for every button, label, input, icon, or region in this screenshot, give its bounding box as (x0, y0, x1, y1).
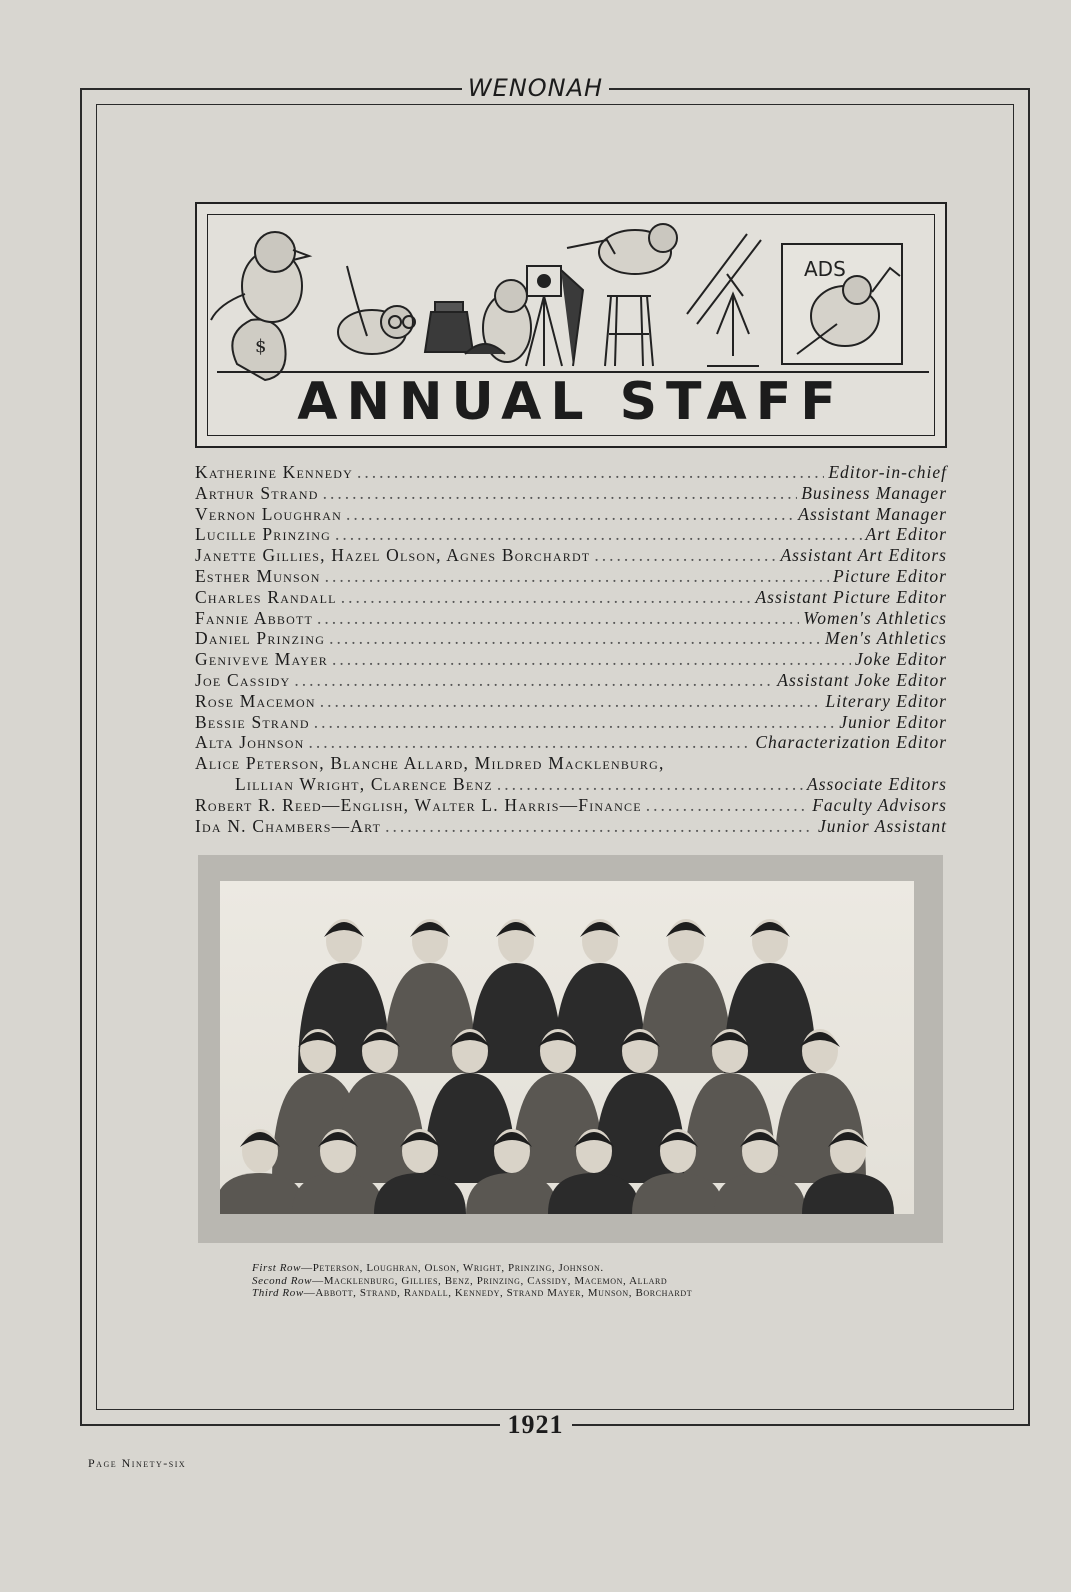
staff-role: Associate Editors (807, 773, 947, 794)
staff-name: Vernon Loughran (195, 503, 343, 524)
staff-row (195, 628, 947, 649)
staff-row (195, 795, 947, 816)
footer-year (0, 1410, 1071, 1440)
svg-text:$: $ (255, 336, 267, 357)
staff-role: Joke Editor (854, 649, 947, 670)
photo-caption (252, 1262, 912, 1300)
caption-dash: — (303, 1287, 316, 1299)
staff-role: Assistant Picture Editor (755, 586, 947, 607)
leader-dots (341, 587, 752, 608)
leader-dots (314, 712, 835, 733)
staff-row (195, 732, 947, 753)
staff-row (195, 753, 947, 774)
staff-row (195, 691, 947, 712)
staff-role: Editor-in-chief (828, 462, 947, 482)
group-photo-mount (198, 855, 943, 1243)
leader-dots (335, 524, 862, 545)
staff-row (195, 524, 947, 545)
staff-name: Lucille Prinzing (195, 524, 331, 545)
staff-name: Fannie Abbott (195, 607, 314, 628)
staff-row (195, 649, 947, 670)
caption-names: Peterson, Loughran, Olson, Wright, Prinzing, Johnson. (312, 1262, 604, 1274)
leader-dots (646, 795, 808, 816)
staff-role: Men's Athletics (825, 628, 947, 649)
caption-row-label: Third Row (252, 1287, 304, 1299)
leader-dots (294, 670, 773, 691)
staff-name: Alice Peterson, Blanche Allard, Mildred Macklenburg, (195, 753, 665, 774)
staff-name: Janette Gillies, Hazel Olson, Agnes Borchardt (195, 545, 591, 566)
leader-dots (497, 774, 803, 795)
staff-row (195, 462, 947, 483)
caption-line (252, 1262, 912, 1275)
leader-dots (594, 545, 776, 566)
ads-sign-text: ADS (804, 257, 846, 281)
running-head (0, 74, 1071, 102)
staff-row (195, 774, 947, 795)
staff-row (195, 504, 947, 525)
staff-name: Joe Cassidy (195, 669, 291, 690)
caption-row-label: First Row (252, 1262, 302, 1274)
leader-dots (309, 732, 752, 753)
staff-role: Assistant Manager (798, 503, 947, 524)
staff-row (195, 608, 947, 629)
staff-name: Bessie Strand (195, 711, 310, 732)
year-text: 1921 (500, 1410, 572, 1439)
staff-row (195, 483, 947, 504)
staff-role: Junior Assistant (818, 815, 947, 836)
staff-role: Junior Editor (839, 711, 947, 732)
staff-row (195, 670, 947, 691)
staff-name: Ida N. Chambers—Art (195, 815, 382, 836)
staff-row (195, 712, 947, 733)
staff-role: Business Manager (801, 482, 947, 503)
group-photo-figures (220, 881, 914, 1214)
staff-name: Rose Macemon (195, 690, 316, 711)
staff-name: Arthur Strand (195, 482, 319, 503)
staff-name: Robert R. Reed—English, Walter L. Harris—Finance (195, 794, 642, 815)
staff-name: Alta Johnson (195, 732, 305, 753)
leader-dots (385, 816, 814, 837)
staff-row (195, 545, 947, 566)
staff-role: Assistant Joke Editor (777, 669, 947, 690)
leader-dots (325, 566, 829, 587)
staff-role: Faculty Advisors (812, 794, 947, 815)
leader-dots (320, 691, 822, 712)
caption-names: Abbott, Strand, Randall, Kennedy, Strand Mayer, Munson, Borchardt (315, 1287, 693, 1299)
group-photo (220, 881, 914, 1214)
leader-dots (329, 628, 821, 649)
caption-names: Macklenburg, Gillies, Benz, Prinzing, Cassidy, Macemon, Allard (323, 1274, 668, 1287)
caption-dash: — (312, 1274, 324, 1287)
caption-line (252, 1275, 912, 1288)
leader-dots (357, 462, 824, 483)
staff-list (195, 462, 947, 836)
staff-name: Katherine Kennedy (195, 462, 354, 482)
staff-name: Charles Randall (195, 586, 337, 607)
leader-dots (332, 649, 851, 670)
caption-line (252, 1287, 912, 1300)
staff-name: Geniveve Mayer (195, 649, 328, 670)
caption-row-label: Second Row (252, 1274, 313, 1287)
leader-dots (317, 608, 799, 629)
banner-title: ANNUAL STAFF (297, 372, 845, 432)
staff-role: Women's Athletics (803, 607, 947, 628)
staff-row (195, 566, 947, 587)
staff-row (195, 587, 947, 608)
staff-row (195, 816, 947, 837)
running-head-text: WENONAH (462, 74, 609, 102)
staff-role: Art Editor (865, 524, 947, 545)
staff-name: Lillian Wright, Clarence Benz (235, 773, 493, 794)
caption-dash: — (301, 1262, 313, 1274)
leader-dots (346, 504, 794, 525)
page-number: Page Ninety-six (88, 1456, 187, 1470)
staff-role: Picture Editor (833, 565, 947, 586)
staff-name: Daniel Prinzing (195, 628, 326, 649)
leader-dots (323, 483, 798, 504)
staff-role: Characterization Editor (755, 732, 947, 753)
staff-role: Literary Editor (825, 690, 947, 711)
annual-staff-banner (195, 202, 947, 448)
staff-name: Esther Munson (195, 565, 321, 586)
staff-role: Assistant Art Editors (780, 545, 947, 566)
